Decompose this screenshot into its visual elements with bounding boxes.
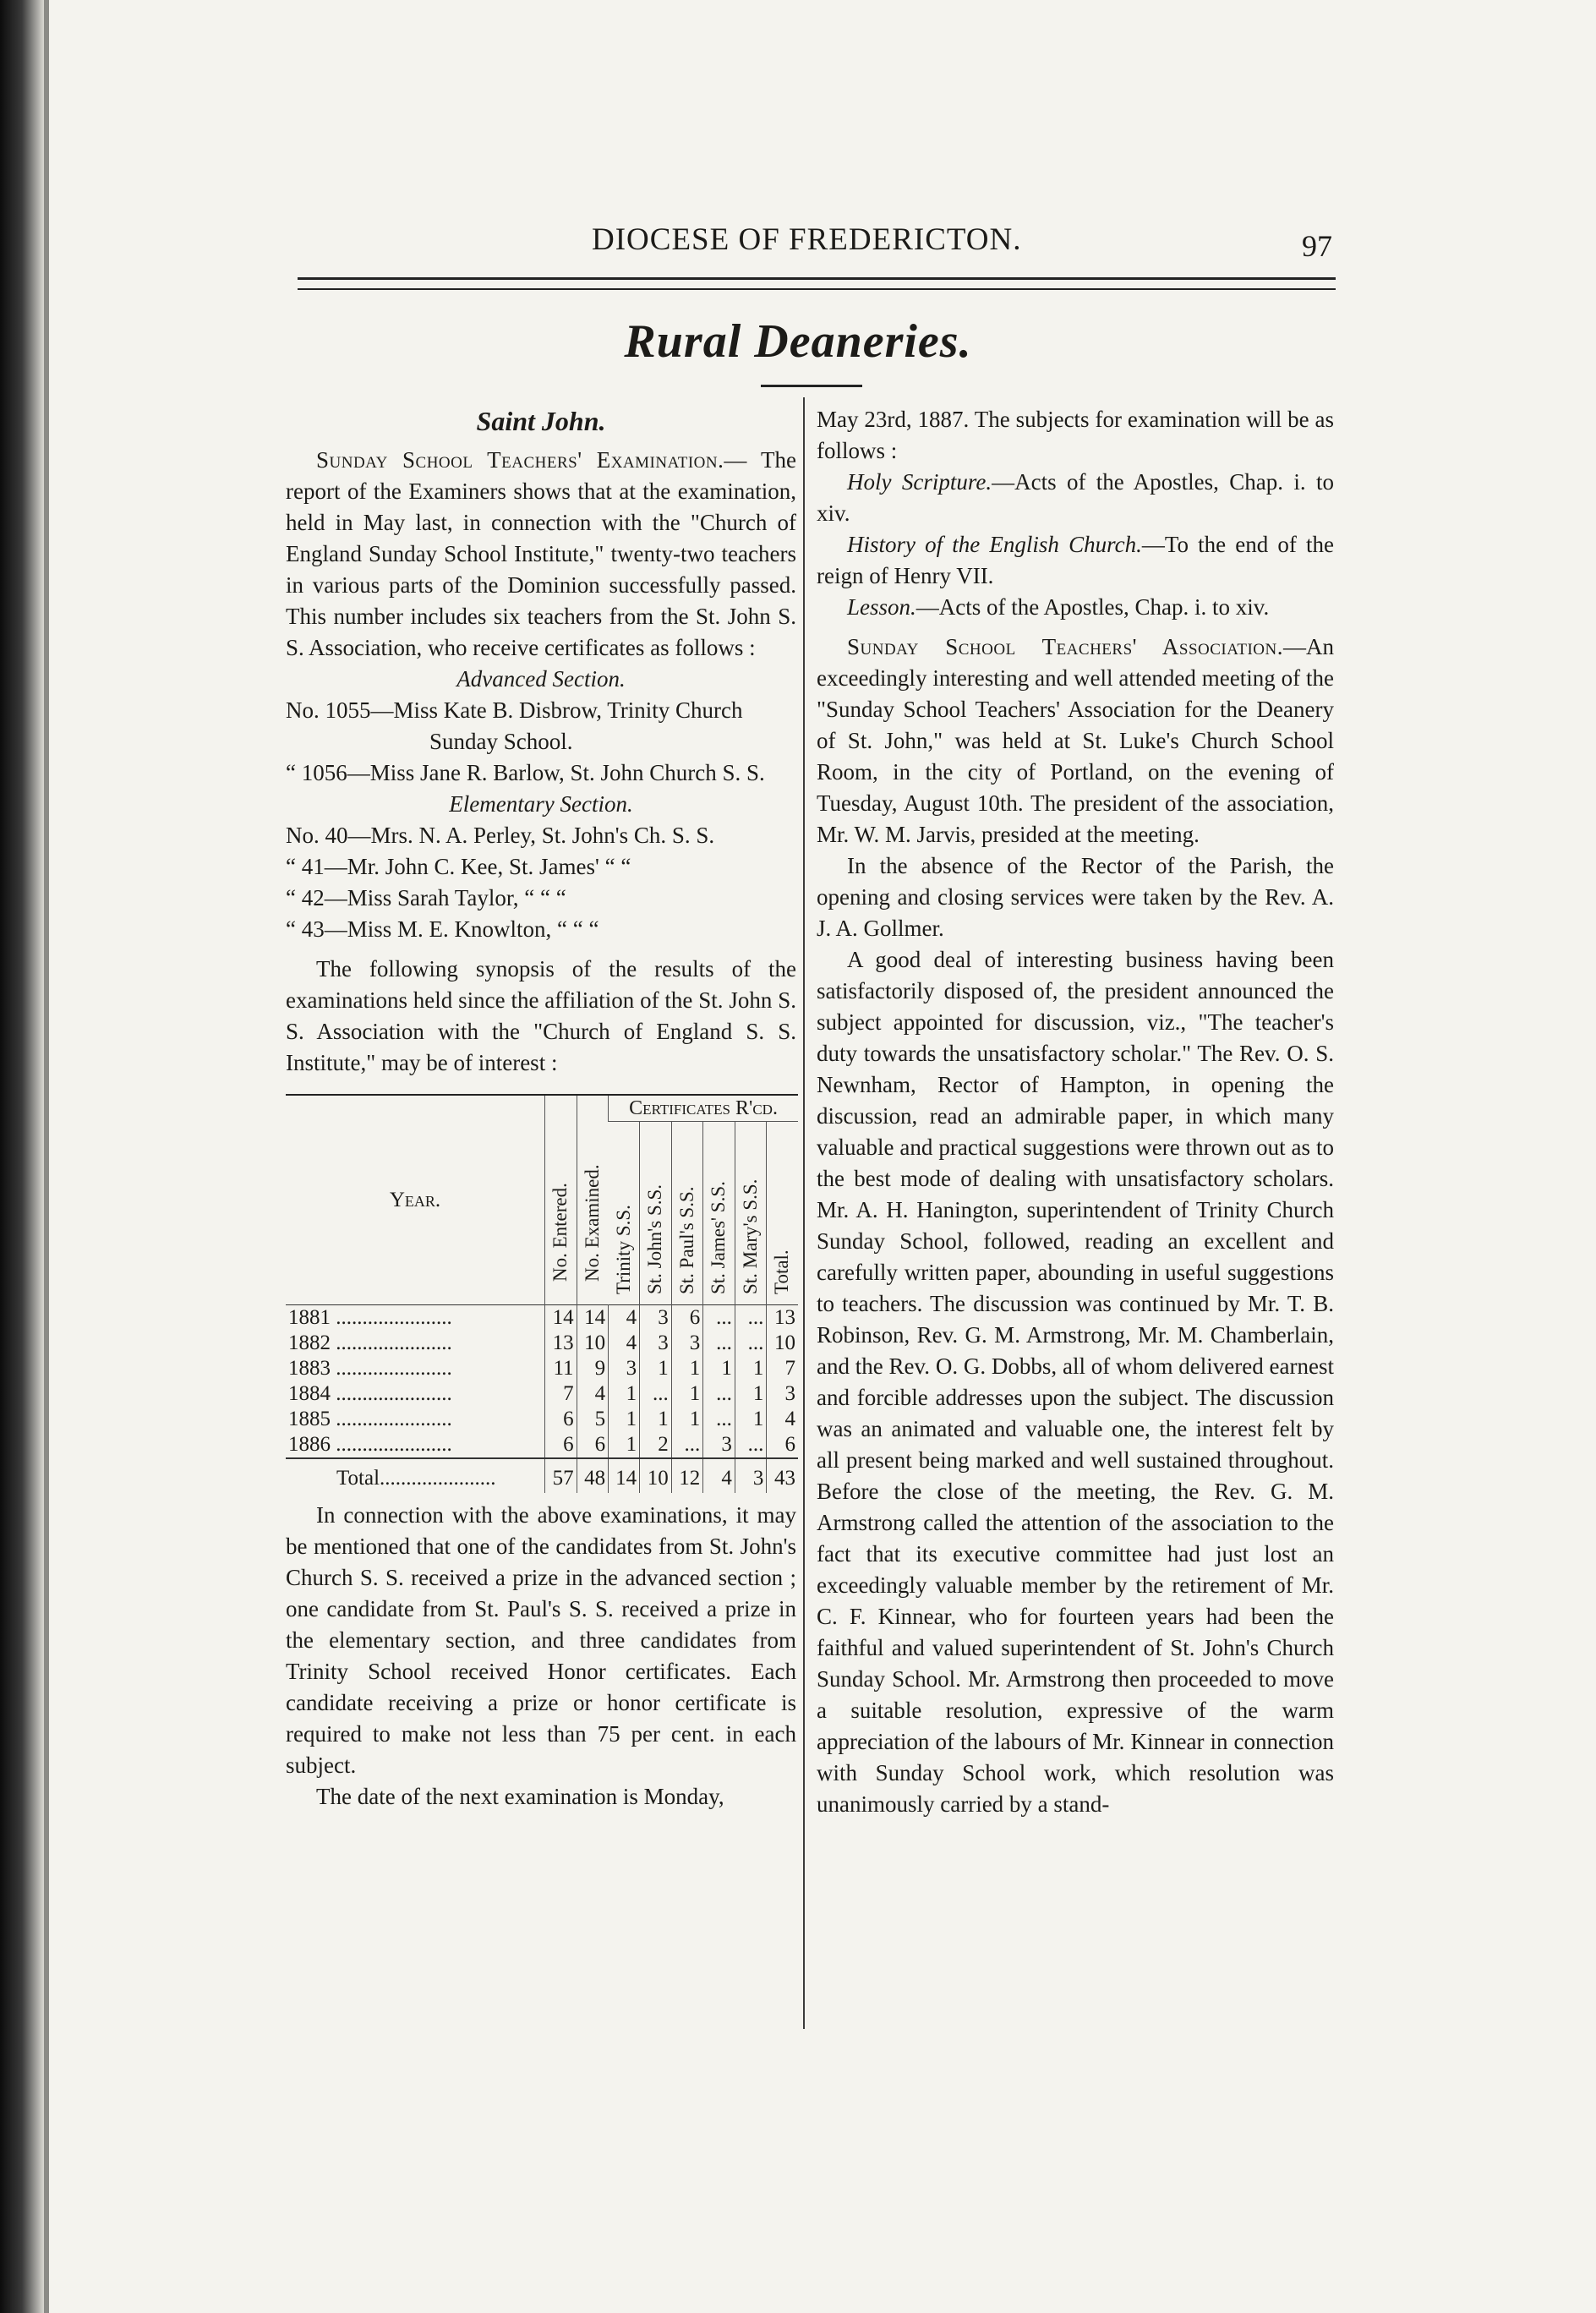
header-rule — [298, 277, 1336, 290]
table-total-row: Total...................... 57 48 14 10 12 4 3 43 — [286, 1458, 798, 1493]
column-header: St. Mary's S.S. — [735, 1122, 767, 1305]
running-head: DIOCESE OF FREDERICTON. — [592, 222, 1022, 257]
paragraph: The following synopsis of the results of the examinations held since the affiliation of the St. John S. S. Association with the "Church of England S. S. Institute," may be of interest : — [286, 956, 796, 1075]
column-header: St. Paul's S.S. — [671, 1122, 703, 1305]
page-number: 97 — [1302, 229, 1332, 263]
table-row: 1886 ...................... 6 6 1 2 ... 3 ... 6 — [286, 1432, 798, 1458]
paragraph-text: The report of the Examiners shows that at the examination, held in May last, in connection with the "Church of England Sunday School Institute," twenty-two teachers in various parts of the Dominion successfully passed. This number includes six teachers from the St. John S. S. Association, who receive certificates as follows : — [286, 447, 796, 660]
subject-label: Lesson. — [847, 594, 916, 620]
column-header: No. Entered. — [545, 1095, 577, 1305]
paragraph: In connection with the above examinations, it may be mentioned that one of the candidates from St. John's Church S. S. received a prize in the advanced section ; one candidate from St. Paul's S. S. received a prize in the elementary section, and three candidates from Trinity School received Honor certificates. Each candidate receiving a prize or honor certificate is required to make not less than 75 per cent. in each subject. — [286, 1502, 796, 1778]
table-row: 1881 ...................... 14 14 4 3 6 ... ... 13 — [286, 1305, 798, 1331]
section-title: Rural Deaneries. — [624, 315, 972, 368]
subject-label: Holy Scripture. — [847, 469, 992, 495]
paragraph: In the absence of the Rector of the Parish, the opening and closing services were taken by the Rev. A. J. A. Gollmer. — [817, 853, 1334, 941]
paragraph: May 23rd, 1887. The subjects for examination will be as follows : — [817, 407, 1334, 463]
subject-item: History of the English Church.—To the end of the reign of Henry VII. — [817, 532, 1334, 588]
year-column-header: Year. — [389, 1188, 441, 1211]
table-row: 1885 ...................... 6 5 1 1 1 ... 1 4 — [286, 1407, 798, 1432]
paragraph — [286, 445, 796, 664]
paragraph: The date of the next examination is Monday, — [316, 1784, 724, 1809]
column-header: Trinity S.S. — [612, 1205, 634, 1294]
subsection-heading: Saint John. — [476, 406, 606, 436]
certificate-entry: “ 43—Miss M. E. Knowlton, “ “ “ — [286, 916, 599, 942]
certificates-group-header: Certificates R'cd. — [609, 1095, 798, 1122]
table-row: 1884 ...................... 7 4 1 ... 1 ... 1 3 — [286, 1381, 798, 1407]
column-header: No. Examined. — [577, 1095, 609, 1305]
right-column — [817, 397, 1334, 1820]
title-rule — [761, 385, 862, 387]
paragraph: A good deal of interesting business having been satisfactorily disposed of, the president announced the subject appointed for discussion, viz., "The teacher's duty towards the unsatisfactory scholar." The Rev. O. S. Newnham, Rector of Hampton, in opening the discussion, read an admirable paper, in which many valuable and practical suggestions were thrown out as to the best mode of dealing with unsatisfactory scholars. Mr. A. H. Hanington, superintendent of Trinity Church Sunday School, followed, reading an excellent and carefully written paper, abounding in useful suggestions to teachers. The discussion was continued by Mr. T. B. Robinson, Rev. G. M. Armstrong, Mr. M. Chamberlain, and the Rev. O. G. Dobbs, all of whom delivered earnest and forcible addresses upon the subject. The discussion was an animated and valuable one, the interest felt by all present being marked and well sustained throughout. Before the close of the meeting, the Rev. G. M. Armstrong called the attention of the association to the fact that its executive committee had just lost an exceedingly valuable member by the retirement of Mr. C. F. Kinnear, who for fourteen years had been the faithful and valued superintendent of St. John's Church Sunday School. Mr. Armstrong then proceeded to move a suitable resolution, expressive of the warm appreciation of the labours of Mr. Kinnear in connection with Sunday School work, which resolution was unanimously carried by a stand- — [817, 947, 1334, 1817]
certificate-entry: “ 41—Mr. John C. Kee, St. James' “ “ — [286, 854, 631, 879]
column-header: St. John's S.S. — [640, 1122, 672, 1305]
run-in-heading: Sunday School Teachers' Examination.— — [316, 447, 747, 473]
subject-item: Holy Scripture.—Acts of the Apostles, Chap. i. to xiv. — [817, 469, 1335, 526]
table-row: 1882 ...................... 13 10 4 3 3 ... ... 10 — [286, 1331, 798, 1356]
certificate-entry: No. 1055—Miss Kate B. Disbrow, Trinity Church Sunday School. — [286, 697, 743, 754]
column-divider — [803, 397, 805, 2029]
subject-label: History of the English Church. — [847, 532, 1142, 557]
elementary-section-label: Elementary Section. — [449, 791, 633, 817]
examination-results-table — [286, 1094, 798, 1493]
advanced-section-label: Advanced Section. — [456, 666, 626, 692]
column-header: Total. — [767, 1122, 798, 1305]
column-header: St. James' S.S. — [703, 1122, 735, 1305]
certificate-entry: “ 42—Miss Sarah Taylor, “ “ “ — [286, 885, 566, 910]
certificate-entry: “ 1056—Miss Jane R. Barlow, St. John Church S. S. — [286, 760, 765, 785]
subject-item: Lesson.—Acts of the Apostles, Chap. i. to xiv. — [847, 594, 1270, 620]
certificate-entry: No. 40—Mrs. N. A. Perley, St. John's Ch. S. S. — [286, 823, 715, 848]
run-in-heading: Sunday School Teachers' Association. — [847, 634, 1283, 659]
left-column — [286, 397, 796, 1813]
table-row: 1883 ...................... 11 9 3 1 1 1 1 7 — [286, 1356, 798, 1381]
paragraph: Sunday School Teachers' Association.—An exceedingly interesting and well attended meeting of the "Sunday School Teachers' Association for the Deanery of St. John," was held at St. Luke's Church School Room, in the city of Portland, on the evening of Tuesday, August 10th. The president of the association, Mr. W. M. Jarvis, presided at the meeting. — [817, 634, 1334, 847]
